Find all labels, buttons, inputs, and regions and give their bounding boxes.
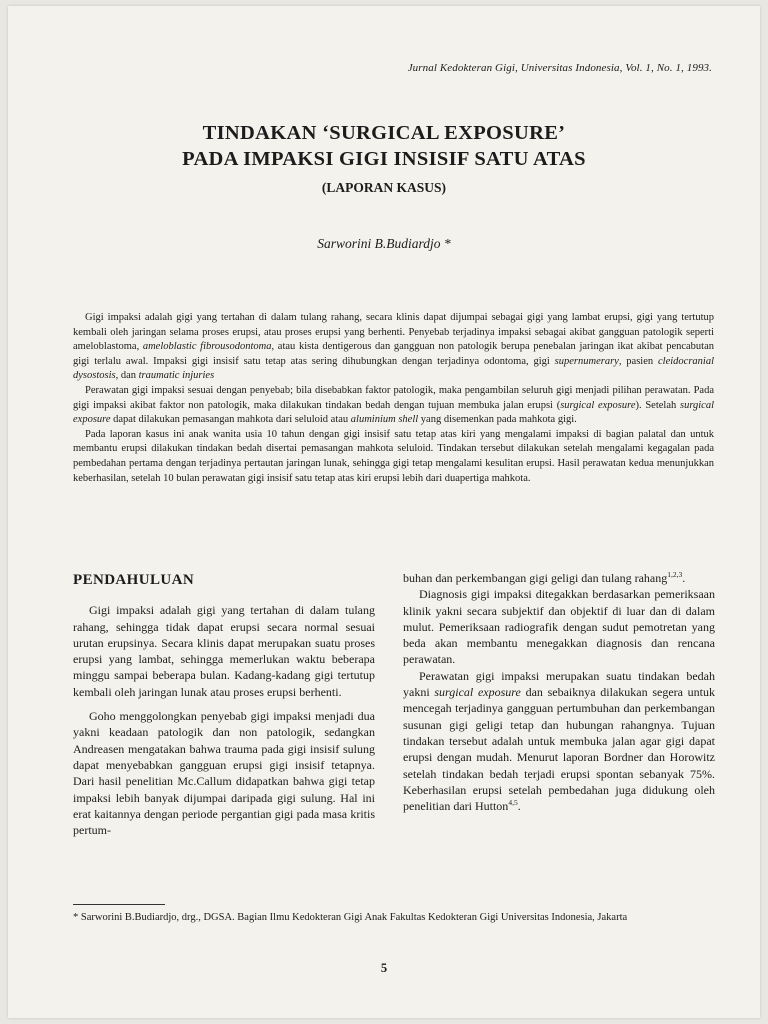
- article-title: [8, 120, 760, 172]
- left-paragraph-2: Goho menggolongkan penyebab gigi impaksi menjadi dua yakni keadaan patologik dan non patologik, sedangkan Andreasen mengatakan bahwa trauma pada gigi insisif sulung dapat menyebabkan gangguan erupsi gigi insisif tetapnya. Dari hasil penelitian Mc.Callum didapatkan bahwa gigi tetap impaksi lebih banyak dijumpai daripada gigi sulung. Hal ini erat kaitannya dengan periode pergantian gigi pada masa kritis pertum-: [73, 709, 375, 838]
- abstract-paragraph-1: Gigi impaksi adalah gigi yang tertahan di dalam tulang rahang, secara klinis dapat dijumpai sebagai gigi yang lambat erupsi, gigi yang tertutup kembali oleh jaringan selama proses erupsi, atau proses erupsi yang berhenti. Penyebab terjadinya impaksi sebagai akibat gangguan patologik seperti ameloblastoma, ameloblastic fibrousodontoma, atau kista dentigerous dan gangguan non patologik berupa penebalan jaringan ikat akibat pencabutan gigi terlalu awal. Impaksi gigi insisif satu tetap atas sering dihubungkan dengan terjadinya odontoma, gigi supernumerary, pasien cleidocranial dysostosis, dan traumatic injuries: [73, 312, 715, 382]
- document-page: [8, 6, 760, 1018]
- title-line-1: TINDAKAN ‘SURGICAL EXPOSURE’: [202, 122, 566, 144]
- page-number: 5: [380, 961, 388, 975]
- abstract-paragraph-2: Perawatan gigi impaksi sesuai dengan penyebab; bila disebabkan faktor patologik, maka pengambilan seluruh gigi menjadi pilihan perawatan. Pada gigi impaksi akibat faktor non patologik, maka dilakukan tindakan bedah dengan tujuan membuka jalan erupsi (surgical exposure). Setelah surgical exposure dapat dilakukan pemasangan mahkota dari seluloid atau aluminium shell yang disemenkan pada mahkota gigi.: [73, 384, 715, 426]
- title-line-2: PADA IMPAKSI GIGI INSISIF SATU ATAS: [182, 148, 586, 170]
- abstract-paragraph-3: Pada laporan kasus ini anak wanita usia 10 tahun dengan gigi insisif satu tetap atas kiri yang mengalami impaksi di bagian palatal dan untuk membantu erupsi dilakukan tindakan bedah disertai pemasangan mahkota seluloid. Tindakan tersebut dilakukan setelah mengalami kegagalan pada pembedahan pertama dengan terjadinya pertautan jaringan lunak, sehingga gigi tetap mengalami kesulitan erupsi. Hasil perawatan kedua menunjukkan keberhasilan, setelah 10 bulan perawatan gigi insisif satu tetap atas kiri erupsi lebih dari duapertiga mahkota.: [73, 428, 714, 484]
- article-subtitle: (LAPORAN KASUS): [321, 180, 447, 195]
- left-paragraph-1: Gigi impaksi adalah gigi yang tertahan di dalam tulang rahang, sehingga tidak dapat erupsi secara normal sesuai urutan erupsinya. Secara klinis dapat merupakan suatu proses erupsi yang lambat, sehingga memerlukan waktu beberapa minggu sampai beberapa bulan. Kadang-kadang gigi tertutup kembali oleh jaringan lunak atau proses erupsi berhenti.: [73, 603, 375, 699]
- footnote: * Sarworini B.Budiardjo, drg., DGSA. Bagian Ilmu Kedokteran Gigi Anak Fakultas Kedokteran Gigi Universitas Indonesia, Jakarta: [73, 912, 628, 923]
- right-paragraph-2: Diagnosis gigi impaksi ditegakkan berdasarkan pemeriksaan klinik yakni secara subjektif dan objektif di luar dan di dalam mulut. Pemeriksaan radiografik dengan sudut pemotretan yang beda akan membantu menegakkan diagnosis dan rencana perawatan.: [403, 587, 715, 667]
- right-paragraph-3: Perawatan gigi impaksi merupakan suatu tindakan bedah yakni surgical exposure dan sebaiknya dilakukan segera untuk mencegah terjadinya gangguan pertumbuhan dan perkembangan susunan gigi geligi tetap dan hubungan rahangnya. Tujuan tindakan tersebut adalah untuk membuka jalan agar gigi dapat erupsi dengan mudah. Menurut laporan Bordner dan Horowitz setelah tindakan bedah terjadi erupsi spontan sebanyak 75%. Keberhasilan erupsi setelah pembedahan juga didukung oleh penelitian dari Hutton$^{4,5}$.: [403, 668, 716, 814]
- section-heading: PENDAHULUAN: [73, 572, 195, 588]
- right-column: [403, 570, 715, 814]
- left-column: [73, 570, 375, 838]
- author-name: Sarworini B.Budiardjo *: [317, 236, 451, 251]
- footnote-divider: [73, 904, 165, 905]
- journal-citation: Jurnal Kedokteran Gigi, Universitas Indonesia, Vol. 1, No. 1, 1993.: [407, 62, 712, 74]
- right-paragraph-1: buhan dan perkembangan gigi geligi dan tulang rahang$^{1,2,3}$.: [403, 570, 686, 585]
- abstract: [73, 311, 714, 486]
